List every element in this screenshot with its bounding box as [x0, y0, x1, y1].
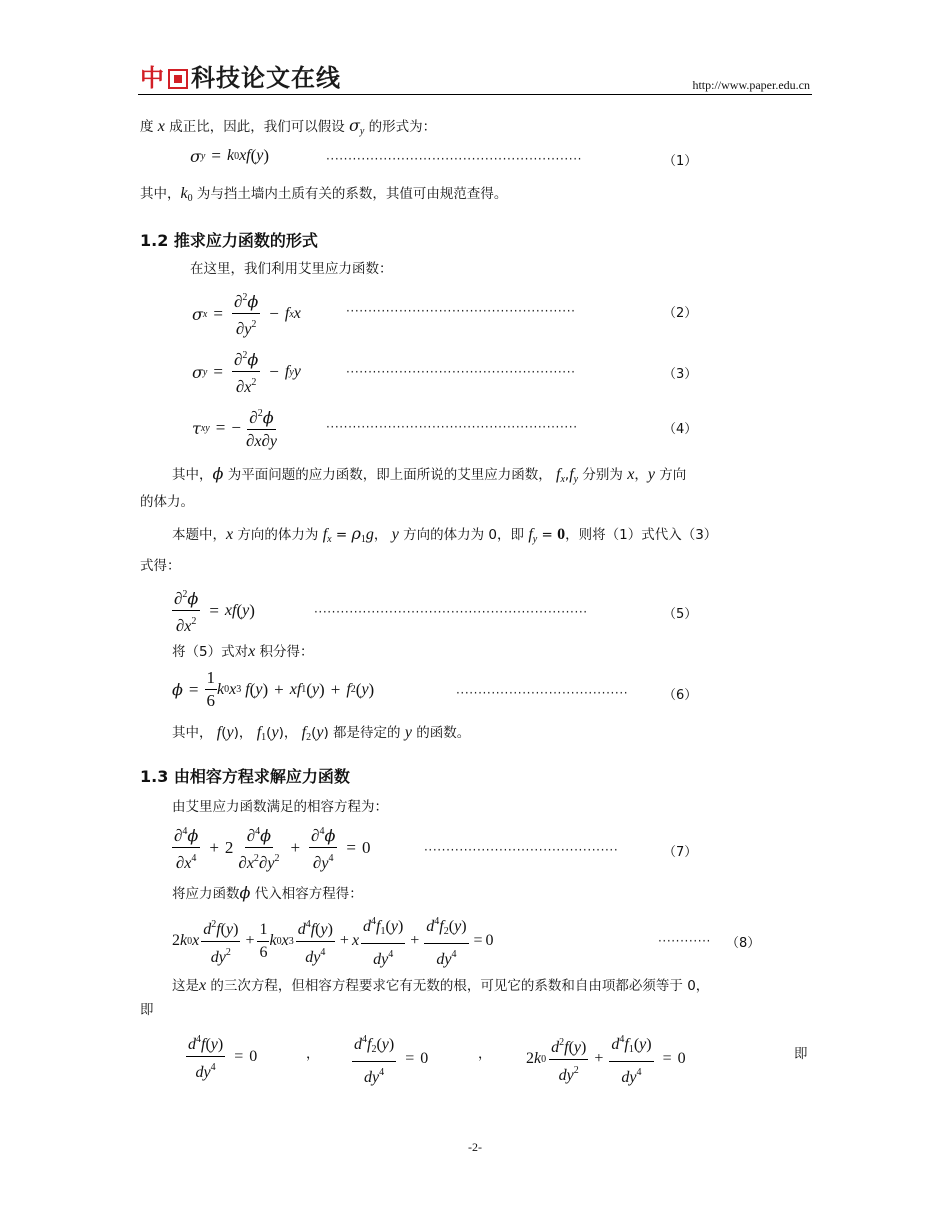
leader-dots-3: ····················································	[346, 365, 576, 379]
equation-final-c: 2 k 0 $\frac{d^2f(y)}{dy^2}$ + $\frac{d^4f_1(y)}{dy^4}$ = 0	[526, 1030, 686, 1088]
equation-1: σ y = k 0 xf ( y )	[190, 146, 270, 166]
logo-suffix: 科技论文在线	[191, 64, 341, 92]
equation-8: 2 k 0 x $\frac{d^2f(y)}{dy^2}$ + $\frac{1}{6}$ k 0 x 3 $\frac{d^4f(y)}{dy^4}$ + x $\frac{d^4f_1(y)}{dy^4}$ + $\frac{d^4f_2(y)}{dy^4}$ = 0	[172, 912, 494, 970]
equation-number-1: （1）	[663, 154, 698, 169]
section-1-3-para: 这是x 的三次方程，但相容方程要求它有无数的根，可见它的系数和自由项都必须等于 0，	[172, 977, 710, 994]
separator-comma-1: ，	[306, 1046, 320, 1062]
section-1-2-para-1: 其中，ϕ 为平面问题的应力函数，即上面所说的艾里应力函数， $f_x,f_y$ 分别为 x，y 方向	[172, 464, 687, 485]
equation-final-a: $\frac{d^4f(y)}{dy^4}$ = 0	[186, 1030, 257, 1083]
leader-dots-1: ··························································	[326, 152, 583, 166]
equation-number-7: （7）	[663, 845, 698, 860]
equation-7: $\frac{\partial^4\phi}{\partial x^4}$ + 2 $\frac{\partial^4\phi}{\partial x^2\partial y^2}$ + $\frac{\partial^4\phi}{\partial y^4}$ = 0	[172, 822, 370, 874]
intro-line-1: 度 x 成正比，因此，我们可以假设 $\sigma_y$ 的形式为：	[140, 116, 437, 137]
equation-6: ϕ = $\frac{1}{6}$ k 0 x 3 f ( y ) + xf 1 ( y ) + f 2 ( y )	[172, 668, 375, 710]
section-1-2-para-2: 本题中，x 方向的体力为 $f_x = \rho_1g$， y 方向的体力为 0，即 $f_y = 0$，则将（1）式代入（3）	[172, 524, 718, 545]
site-logo[interactable]	[140, 62, 341, 92]
equation-final-b: $\frac{d^4f_2(y)}{dy^4}$ = 0	[352, 1030, 428, 1088]
equation-number-2: （2）	[663, 306, 698, 321]
leader-dots-4: ·························································	[326, 420, 578, 434]
equation-number-8: （8）	[726, 936, 761, 951]
separator-comma-2: ，	[478, 1046, 492, 1062]
leader-dots-5: ······························································	[314, 605, 588, 619]
equation-4: τ xy = − $\frac{\partial^2\phi}{\partial x\partial y}$	[192, 404, 282, 452]
equation-number-3: （3）	[663, 367, 698, 382]
header-rule	[138, 94, 812, 95]
equation-5: $\frac{\partial^2\phi}{\partial x^2}$ = xf ( y )	[172, 585, 255, 637]
section-1-2-para-3: 其中， f(y)， $f_1(y)$， $f_2(y)$ 都是待定的 y 的函数。	[172, 724, 471, 743]
logo-prefix: 中	[140, 64, 165, 92]
logo-square-mark	[168, 69, 188, 89]
section-1-2-lead: 在这里，我们利用艾里应力函数：	[190, 261, 393, 277]
section-heading-1-3: 1.3 由相容方程求解应力函数	[140, 767, 350, 786]
trailing-ji: 即	[794, 1046, 808, 1062]
leader-dots-8: ············	[658, 934, 711, 948]
intro-line-2: 其中，$k_0$ 为与挡土墙内土质有关的系数，其值可由规范查得。	[140, 185, 508, 204]
section-1-2-para-2-line-2: 式得：	[140, 558, 181, 574]
integrate-text: 将（5）式对x 积分得：	[172, 643, 314, 660]
leader-dots-7: ············································	[424, 843, 619, 857]
section-1-3-lead: 由艾里应力函数满足的相容方程为：	[172, 799, 388, 815]
substitute-text: 将应力函数ϕ 代入相容方程得：	[172, 883, 363, 902]
leader-dots-2: ····················································	[346, 304, 576, 318]
equation-number-5: （5）	[663, 607, 698, 622]
section-1-3-para-line-2: 即	[140, 1002, 154, 1018]
header-url[interactable]: http://www.paper.edu.cn	[692, 78, 810, 92]
section-1-2-para-1-line-2: 的体力。	[140, 494, 194, 510]
equation-number-6: （6）	[663, 688, 698, 703]
page-number: -2-	[468, 1140, 482, 1154]
equation-3: σ y = $\frac{\partial^2\phi}{\partial x^2}$ − f y y	[192, 346, 301, 398]
equation-2: σ x = $\frac{\partial^2\phi}{\partial y^2}$ − f x x	[192, 288, 301, 340]
equation-number-4: （4）	[663, 422, 698, 437]
leader-dots-6: ·······································	[456, 686, 629, 700]
section-heading-1-2: 1.2 推求应力函数的形式	[140, 231, 318, 250]
